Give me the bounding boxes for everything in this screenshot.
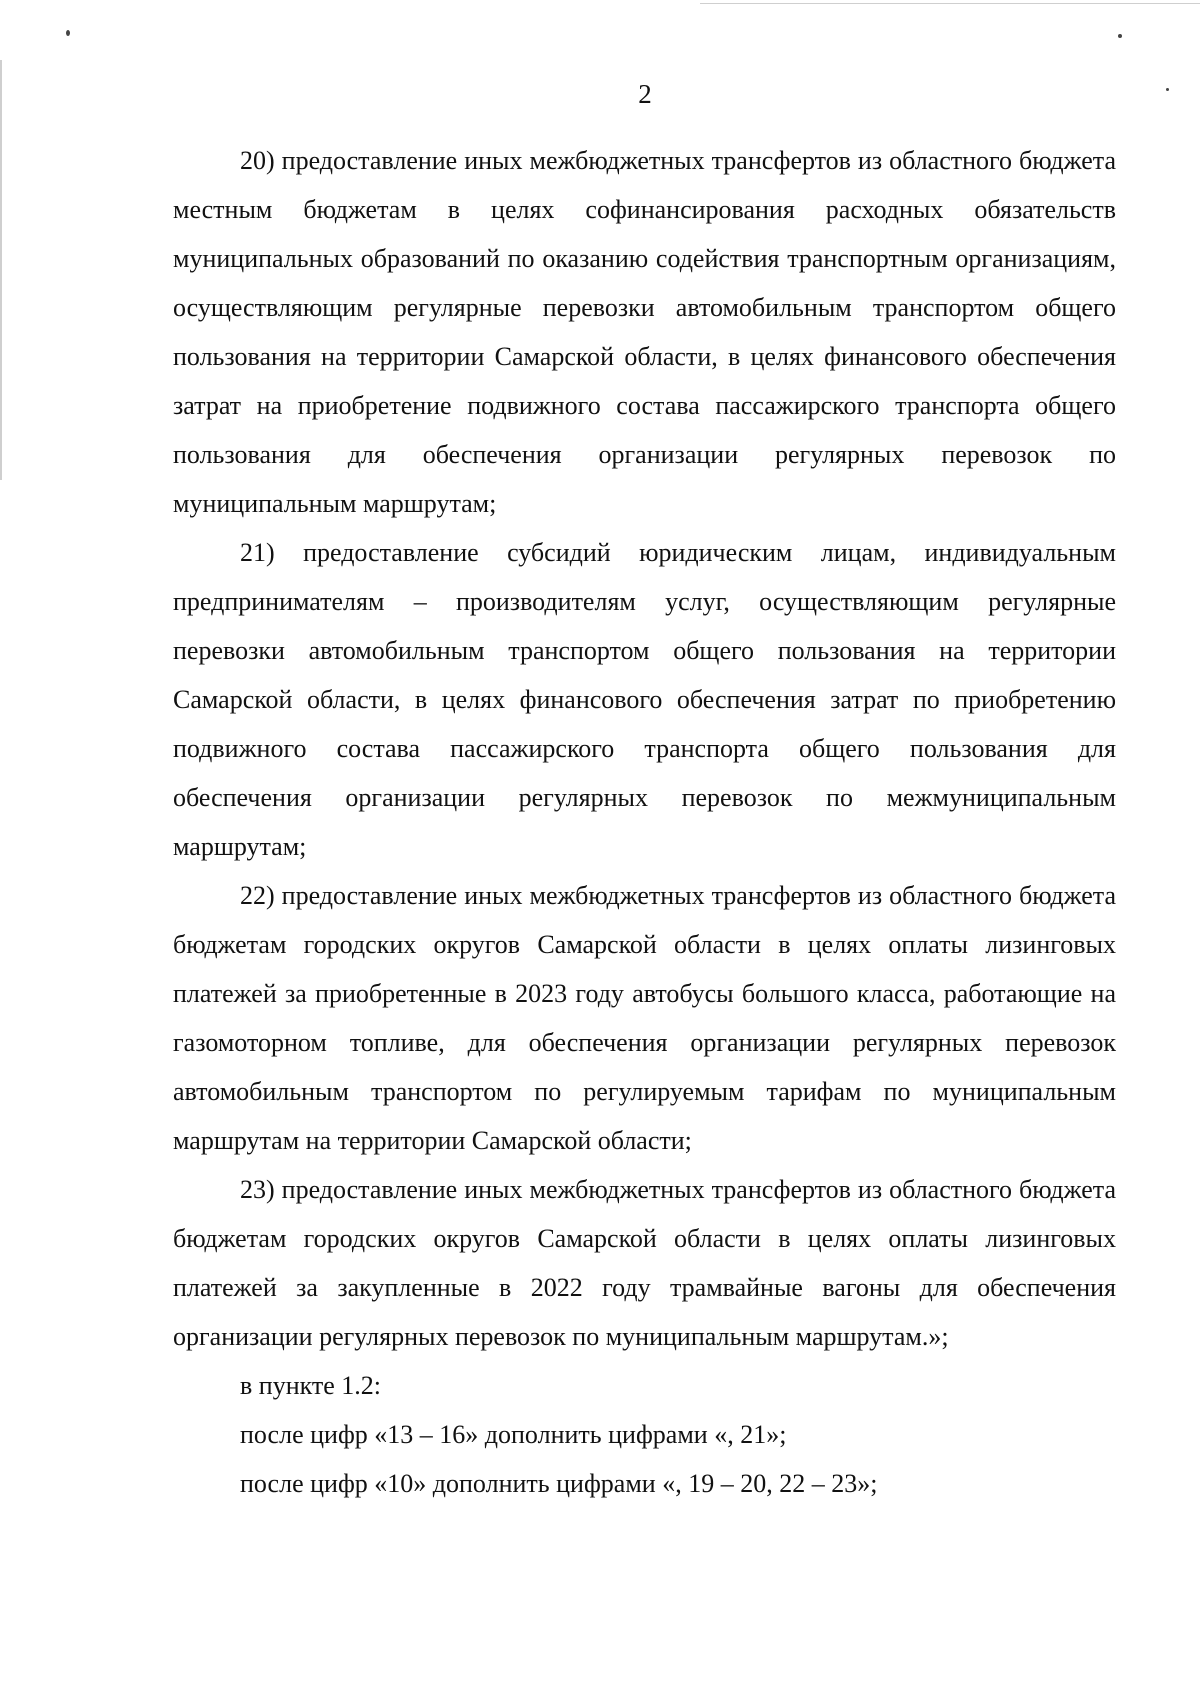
paragraph-item-21: 21) предоставление субсидий юридическим лицам, индивидуальным предпринимателям – производителям услуг, осуществляющим регулярные перевозки автомобильным транспортом общего пользования на территории Самарской области, в целях финансового обеспечения затрат по приобретению подвижного состава пассажирского транспорта общего пользования для обеспечения организации регулярных перевозок по межмуниципальным маршрутам; <box>173 538 1116 861</box>
amendment-heading: в пункте 1.2: <box>240 1371 382 1400</box>
paragraph-item-22: 22) предоставление иных межбюджетных трансфертов из областного бюджета бюджетам городских округов Самарской области в целях оплаты лизинговых платежей за приобретенные в 2023 году автобусы большого класса, работающие на газомоторном топливе, для обеспечения организации регулярных перевозок автомобильным транспортом по регулируемым тарифам по муниципальным маршрутам на территории Самарской области; <box>173 881 1116 1155</box>
amendment-line-2: после цифр «10» дополнить цифрами «, 19 – 20, 22 – 23»; <box>240 1469 878 1498</box>
amendment-line-1: после цифр «13 – 16» дополнить цифрами «, 21»; <box>240 1420 787 1449</box>
paragraph-item-23: 23) предоставление иных межбюджетных трансфертов из областного бюджета бюджетам городских округов Самарской области в целях оплаты лизинговых платежей за закупленные в 2022 году трамвайные вагоны для обеспечения организации регулярных перевозок по муниципальным маршрутам.»; <box>173 1175 1116 1351</box>
scan-speck <box>1118 34 1122 38</box>
document-body <box>173 136 1116 1508</box>
page-number: 2 <box>638 79 652 109</box>
paragraph-item-20: 20) предоставление иных межбюджетных трансфертов из областного бюджета местным бюджетам в целях софинансирования расходных обязательств муниципальных образований по оказанию содействия транспортным организациям, осуществляющим регулярные перевозки автомобильным транспортом общего пользования на территории Самарской области, в целях финансового обеспечения затрат на приобретение подвижного состава пассажирского транспорта общего пользования для обеспечения организации регулярных перевозок по муниципальным маршрутам; <box>173 146 1116 518</box>
scan-edge-mark <box>0 60 2 480</box>
scan-speck <box>66 30 70 36</box>
scan-top-mark <box>700 3 1200 4</box>
